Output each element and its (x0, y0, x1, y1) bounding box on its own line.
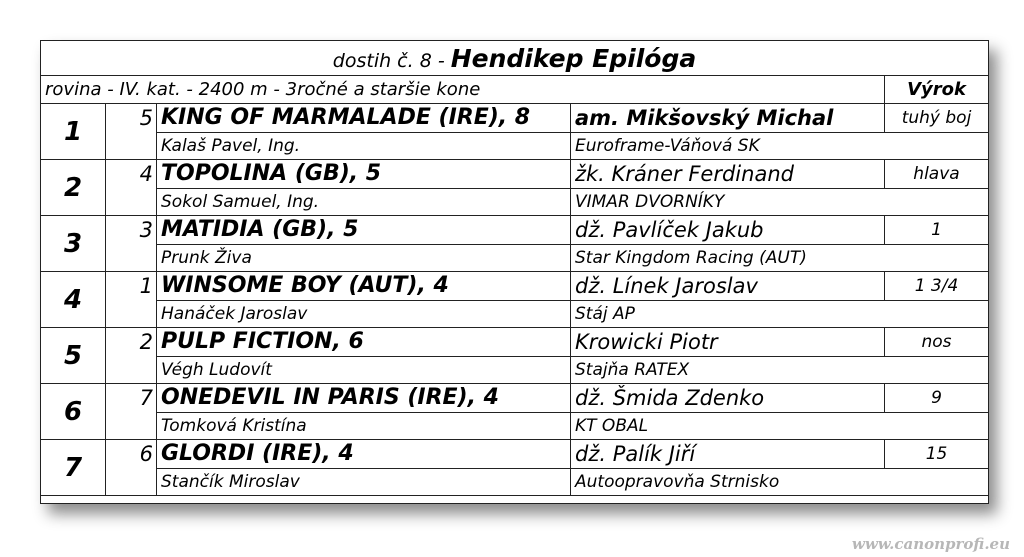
jockey-name: žk. Kráner Ferdinand (571, 160, 885, 189)
draw-spacer (106, 189, 157, 216)
horse-name: ONEDEVIL IN PARIS (IRE), 4 (157, 384, 571, 413)
horse-name: WINSOME BOY (AUT), 4 (157, 272, 571, 301)
trainer-name: Prunk Živa (157, 245, 571, 272)
results-table (40, 40, 989, 496)
draw-spacer (106, 245, 157, 272)
jockey-name: dž. Pavlíček Jakub (571, 216, 885, 245)
trainer-name: Végh Ludovít (157, 357, 571, 384)
owner-name: Autoopravovňa Strnisko (571, 469, 989, 496)
draw-number: 4 (106, 160, 157, 189)
winning-margin: 15 (885, 440, 989, 469)
result-row (41, 272, 989, 301)
result-subrow (41, 469, 989, 496)
winning-margin: tuhý boj (885, 104, 989, 133)
trainer-name: Tomková Kristína (157, 413, 571, 440)
race-label: dostih č. 8 - (332, 49, 445, 72)
draw-spacer (106, 301, 157, 328)
result-row (41, 160, 989, 189)
watermark: www.canonprofi.eu (851, 535, 1010, 553)
winning-margin: nos (885, 328, 989, 357)
draw-spacer (106, 357, 157, 384)
result-row (41, 216, 989, 245)
jockey-name: Krowicki Piotr (571, 328, 885, 357)
trainer-name: Stančík Miroslav (157, 469, 571, 496)
draw-number: 7 (106, 384, 157, 413)
race-title (41, 41, 989, 76)
place-number: 6 (41, 384, 106, 440)
vyrok-header: Výrok (885, 76, 989, 104)
winning-margin: hlava (885, 160, 989, 189)
draw-spacer (106, 133, 157, 160)
place-number: 3 (41, 216, 106, 272)
result-subrow (41, 133, 989, 160)
trainer-name: Sokol Samuel, Ing. (157, 189, 571, 216)
draw-number: 3 (106, 216, 157, 245)
owner-name: Stajňa RATEX (571, 357, 989, 384)
result-subrow (41, 357, 989, 384)
trainer-name: Hanáček Jaroslav (157, 301, 571, 328)
result-row (41, 328, 989, 357)
jockey-name: am. Mikšovský Michal (571, 104, 885, 133)
draw-number: 5 (106, 104, 157, 133)
place-number: 5 (41, 328, 106, 384)
result-row (41, 440, 989, 469)
horse-name: GLORDI (IRE), 4 (157, 440, 571, 469)
winning-margin: 1 (885, 216, 989, 245)
place-number: 4 (41, 272, 106, 328)
place-number: 2 (41, 160, 106, 216)
place-number: 7 (41, 440, 106, 496)
draw-spacer (106, 413, 157, 440)
owner-name: Euroframe-Váňová SK (571, 133, 989, 160)
result-subrow (41, 245, 989, 272)
result-subrow (41, 189, 989, 216)
result-row (41, 104, 989, 133)
result-subrow (41, 413, 989, 440)
draw-number: 1 (106, 272, 157, 301)
race-conditions: rovina - IV. kat. - 2400 m - 3ročné a staršie kone (41, 76, 885, 104)
horse-name: MATIDIA (GB), 5 (157, 216, 571, 245)
owner-name: VIMAR DVORNÍKY (571, 189, 989, 216)
draw-number: 6 (106, 440, 157, 469)
jockey-name: dž. Šmida Zdenko (571, 384, 885, 413)
horse-name: PULP FICTION, 6 (157, 328, 571, 357)
draw-spacer (106, 469, 157, 496)
horse-name: KING OF MARMALADE (IRE), 8 (157, 104, 571, 133)
trainer-name: Kalaš Pavel, Ing. (157, 133, 571, 160)
race-name: Hendikep Epilóga (450, 43, 697, 73)
jockey-name: dž. Línek Jaroslav (571, 272, 885, 301)
place-number: 1 (41, 104, 106, 160)
winning-margin: 1 3/4 (885, 272, 989, 301)
owner-name: Stáj AP (571, 301, 989, 328)
result-row (41, 384, 989, 413)
result-subrow (41, 301, 989, 328)
owner-name: KT OBAL (571, 413, 989, 440)
horse-name: TOPOLINA (GB), 5 (157, 160, 571, 189)
jockey-name: dž. Palík Jiří (571, 440, 885, 469)
owner-name: Star Kingdom Racing (AUT) (571, 245, 989, 272)
winning-margin: 9 (885, 384, 989, 413)
draw-number: 2 (106, 328, 157, 357)
